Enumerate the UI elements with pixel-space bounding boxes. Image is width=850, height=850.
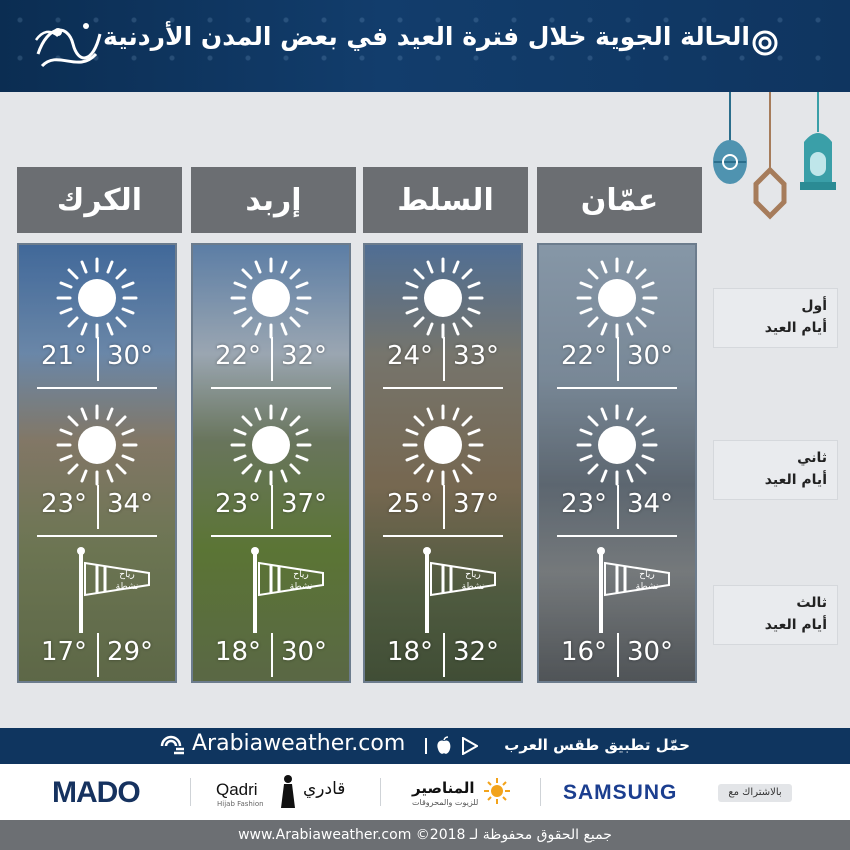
manaseer-logo-subtext: للزيوت والمحروقات [412,798,479,807]
page-title: الحالة الجوية خلال فترة العيد في بعض المدن الأردنية [103,22,750,51]
row-divider [557,535,677,537]
qadri-logo: Qadri [216,780,258,799]
temperature-row [193,637,349,677]
city-header-irbid: إربد [191,167,356,233]
qadri-figure-icon [279,774,297,810]
temperature-row [365,637,521,677]
app-domain-link[interactable]: Arabiaweather.com [192,731,406,756]
sun-icon [52,400,142,490]
app-download-cta[interactable]: حمّل تطبيق طقس العرب [504,736,690,754]
mado-logo: MADO [52,776,140,809]
high-temperature: 32° [452,637,500,667]
high-temperature: 30° [280,637,328,667]
lanterns-decoration [700,92,850,232]
sponsor-divider [380,778,381,806]
eid-calligraphy-logo [28,4,108,80]
row-divider [37,387,157,389]
high-temperature: 33° [452,341,500,371]
day-label-second-line2: أيام العيد [764,472,827,488]
row-divider [211,387,331,389]
low-temperature: 22° [214,341,262,371]
row-divider [557,387,677,389]
qadri-logo-subtext: Hijab Fashion [217,800,264,808]
swirl-icon [752,30,778,56]
temperature-row [19,637,175,677]
windsock-icon [243,545,333,635]
low-temperature: 23° [214,489,262,519]
high-temperature: 30° [626,341,674,371]
row-divider [383,535,503,537]
svg-text:نشطة: نشطة [115,582,139,592]
low-temperature: 18° [386,637,434,667]
day-label-second [713,440,838,500]
day-label-third [713,585,838,645]
svg-text:رياح: رياح [293,570,309,580]
sun-icon [52,253,142,343]
low-temperature: 23° [40,489,88,519]
windsock-icon [69,545,159,635]
temperature-row [193,341,349,381]
sun-icon [572,400,662,490]
svg-text:نشطة: نشطة [635,582,659,592]
temperature-row [19,489,175,529]
svg-text:رياح: رياح [639,570,655,580]
high-temperature: 30° [626,637,674,667]
svg-text:نشطة: نشطة [289,582,313,592]
temperature-row [193,489,349,529]
sun-icon [398,400,488,490]
temperature-row [539,489,695,529]
sun-icon [226,253,316,343]
weather-panel-amman [537,243,697,683]
row-divider [383,387,503,389]
city-header-amman: عمّان [537,167,702,233]
google-play-icon[interactable] [462,737,478,755]
high-temperature: 34° [626,489,674,519]
day-label-third-line2: أيام العيد [764,617,827,633]
high-temperature: 30° [106,341,154,371]
temperature-row [539,637,695,677]
row-divider [211,535,331,537]
low-temperature: 17° [40,637,88,667]
high-temperature: 37° [452,489,500,519]
low-temperature: 16° [560,637,608,667]
row-divider [37,535,157,537]
sun-icon [226,400,316,490]
sun-icon [398,253,488,343]
temperature-row [19,341,175,381]
windsock-icon [589,545,679,635]
low-temperature: 24° [386,341,434,371]
city-header-karak: الكرك [17,167,182,233]
day-label-first-line1: أول [801,298,827,314]
low-temperature: 22° [560,341,608,371]
weather-panel-salt [363,243,523,683]
temperature-row [365,489,521,529]
day-label-second-line1: ثاني [797,450,827,466]
weather-panel-irbid [191,243,351,683]
city-header-salt: السلط [363,167,528,233]
sponsors-label: بالاشتراك مع [718,784,792,802]
svg-text:نشطة: نشطة [461,582,485,592]
header-banner [0,0,850,92]
qadri-logo-arabic: قادري [303,779,346,799]
sponsors-bar [0,764,850,820]
day-label-third-line1: ثالث [796,595,827,611]
low-temperature: 23° [560,489,608,519]
app-download-bar [0,728,850,764]
high-temperature: 29° [106,637,154,667]
svg-text:رياح: رياح [119,570,135,580]
manaseer-sun-icon [482,776,512,806]
temperature-row [365,341,521,381]
high-temperature: 37° [280,489,328,519]
samsung-logo: SAMSUNG [563,781,678,804]
sun-icon [572,253,662,343]
windsock-icon [415,545,505,635]
sponsor-divider [190,778,191,806]
high-temperature: 32° [280,341,328,371]
sponsor-divider [540,778,541,806]
arabiaweather-logo-icon [160,735,186,757]
weather-panel-karak [17,243,177,683]
day-label-first [713,288,838,348]
temperature-row [539,341,695,381]
copyright-footer: www.Arabiaweather.com ©2018 جميع الحقوق محفوظة لـ [0,820,850,850]
low-temperature: 25° [386,489,434,519]
low-temperature: 18° [214,637,262,667]
manaseer-logo-text: المناصير [412,779,475,797]
app-bar-divider [425,738,427,754]
low-temperature: 21° [40,341,88,371]
high-temperature: 34° [106,489,154,519]
svg-text:رياح: رياح [465,570,481,580]
apple-store-icon[interactable] [436,736,452,756]
day-label-first-line2: أيام العيد [764,320,827,336]
